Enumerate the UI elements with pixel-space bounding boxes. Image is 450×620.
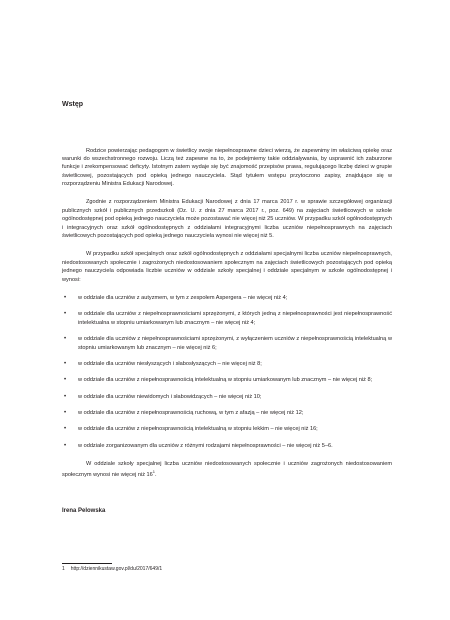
bullet-icon: •	[64, 377, 67, 384]
list-item	[62, 442, 392, 450]
class-size-list	[62, 294, 392, 450]
bullet-icon: •	[64, 294, 67, 301]
paragraph-intro: Rodzice powierzając pedagogom w świetlicy swoje niepełnosprawne dzieci wierzą, że zapewnimy im właściwą opiekę oraz warunki do wszechstronnego rozwoju. Liczą też zapewne na to, że podejmiemy takie oddziaływania, by usprawnić ich zaburzone funkcje i zrekompensować deficyty. Istotnym zatem wydaje się być znajomość przepisów prawa, regulującego liczbę dzieci w grupie świetlicowej, pozostających pod opieką jednego nauczyciela. Stąd tytułem wstępu przytoczono zapisy, znajdujące się w rozporządzeniu Ministra Edukacji Narodowej.	[62, 147, 392, 188]
list-item-text: w oddziale dla uczniów z niepełnosprawnością intelektualną w stopniu umiarkowanym lub znacznym – nie więcej niż 8;	[78, 377, 373, 384]
list-item	[62, 376, 392, 384]
footnote-divider	[62, 563, 112, 564]
closing-text: W oddziale szkoły specjalnej liczba uczniów niedostosowanych społecznie i uczniów zagrożonych niedostosowaniem społecznym wynosi nie więcej niż 16	[62, 461, 392, 478]
paragraph-regulation: Zgodnie z rozporządzeniem Ministra Edukacji Narodowej z dnia 17 marca 2017 r. w sprawie szczegółowej organizacji publicznych szkół i publicznych przedszkoli (Dz. U. z dnia 27 marca 2017 r., poz. 649) na zajęciach świetlicowych w szkole ogólnodostępnej pod opieką jednego nauczyciela może pozostawać nie więcej niż 25 uczniów. W przypadku szkół ogólnodostępnych i integracyjnych oraz szkół ogólnodostępnych z oddziałami integracyjnymi liczba uczniów niepełnosprawnych na zajęciach świetlicowych pozostających pod opieką jednego nauczyciela wynosi nie więcej niż 5.	[62, 199, 392, 240]
list-item-text: w oddziale dla uczniów niewidomych i słabowidzących – nie więcej niż 10;	[78, 393, 262, 400]
document-body	[62, 100, 392, 516]
bullet-icon: •	[64, 410, 67, 417]
author-signature: Irena Pelowska	[62, 507, 106, 514]
paragraph-closing	[62, 460, 392, 479]
list-item	[62, 425, 392, 433]
bullet-icon: •	[64, 393, 67, 400]
list-item-text: w oddziale dla uczniów z niepełnosprawnością ruchową, w tym z afazją – nie więcej niż 12;	[78, 410, 304, 417]
list-item-text: w oddziale dla uczniów z niepełnosprawnością intelektualną w stopniu lekkim – nie więcej niż 16;	[78, 426, 318, 433]
list-item	[62, 360, 392, 368]
list-item	[62, 310, 392, 327]
bullet-icon: •	[64, 442, 67, 449]
list-item	[62, 294, 392, 302]
list-item-text: w oddziale zorganizowanym dla uczniów z różnymi rodzajami niepełnosprawności – nie więcej niż 5–6.	[78, 442, 333, 449]
bullet-icon: •	[64, 311, 67, 318]
list-item-text: w oddziale dla uczniów z niepełnosprawnościami sprzężonymi, z których jedną z niepełnosprawności jest niepełnosprawność intelektualna w stopniu umiarkowanym lub znacznym – nie więcej niż 4;	[78, 311, 392, 326]
bullet-icon: •	[64, 360, 67, 367]
footnote-number: 1	[62, 566, 65, 572]
list-item	[62, 409, 392, 417]
bullet-icon: •	[64, 336, 67, 343]
footnote-url[interactable]: http://dziennikustaw.gov.pl/du/2017/649/1	[70, 566, 163, 572]
closing-period: .	[155, 471, 157, 478]
bullet-icon: •	[64, 426, 67, 433]
paragraph-special-schools: W przypadku szkół specjalnych oraz szkół ogólnodostępnych z oddziałami specjalnymi liczba uczniów niepełnosprawnych, niedostosowanych społecznie i zagrożonych niedostosowaniem społecznym na zajęciach świetlicowych pozostających pod opieką jednego nauczyciela odpowiada liczbie uczniów w oddziale szkoły specjalnej i oddziale specjalnym w szkole ogólnodostępnej i wynosi:	[62, 251, 392, 283]
list-item	[62, 335, 392, 352]
list-item-text: w oddziale dla uczniów z niepełnosprawnościami sprzężonymi, z wyłączeniem uczniów z niepełnosprawnością intelektualną w stopniu umiarkowanym lub znacznym – nie więcej niż 6;	[78, 336, 392, 351]
section-heading: Wstęp	[62, 101, 83, 108]
list-item-text: w oddziale dla uczniów z autyzmem, w tym z zespołem Aspergera – nie więcej niż 4;	[78, 294, 288, 301]
list-item	[62, 393, 392, 401]
list-item-text: w oddziale dla uczniów niesłyszących i słabosłyszących – nie więcej niż 8;	[78, 360, 262, 367]
footnote	[62, 566, 162, 572]
footnote-reference[interactable]: 1	[152, 468, 156, 474]
